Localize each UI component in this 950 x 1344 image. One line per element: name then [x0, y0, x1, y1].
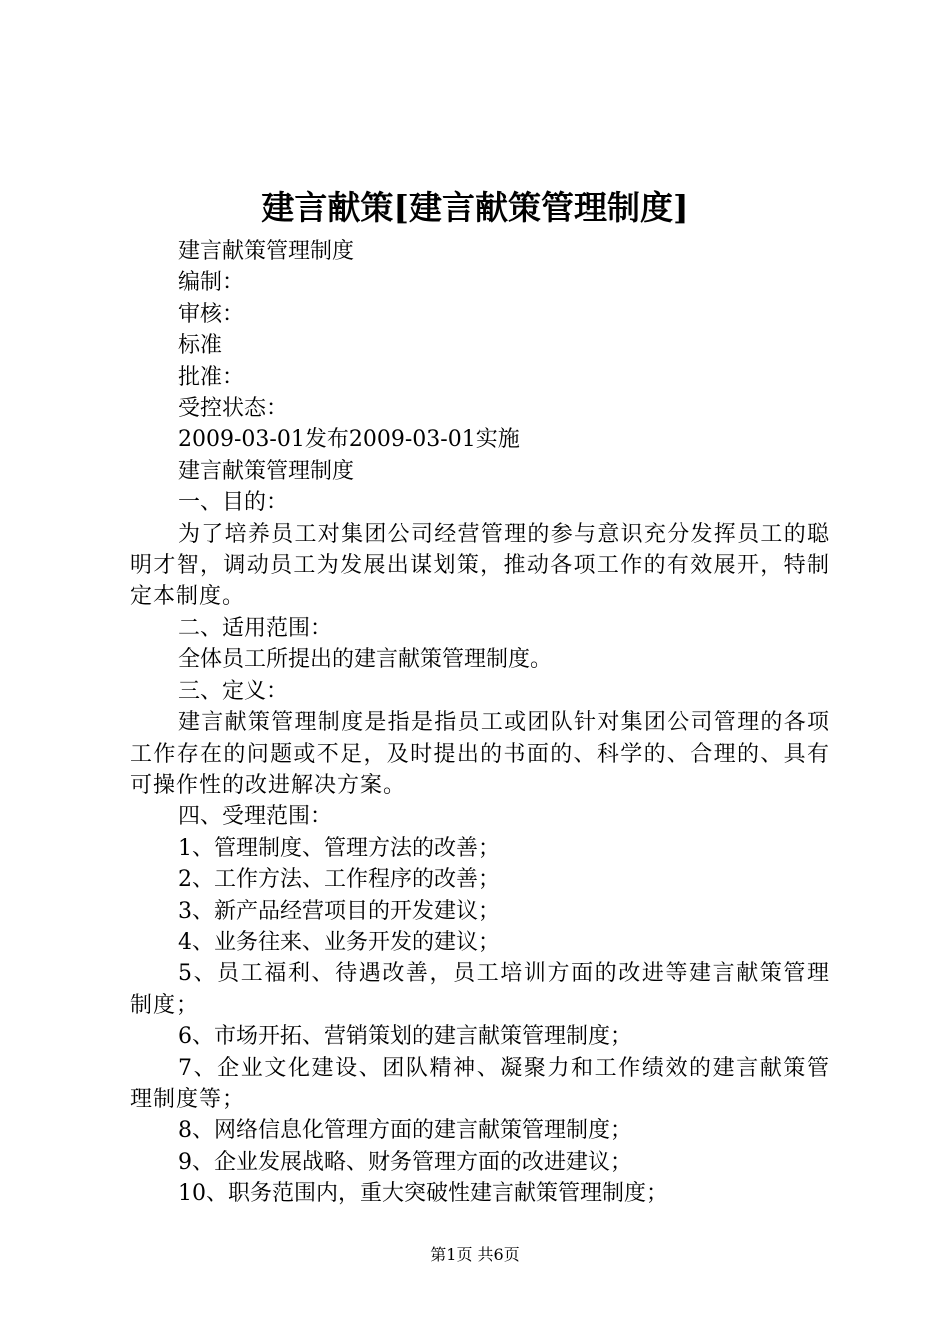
control-status-label: 受控状态：: [178, 396, 289, 422]
list-item: 4、业务往来、业务开发的建议；: [178, 929, 500, 955]
doc-name: 建言献策管理制度: [178, 458, 355, 484]
section-heading-scope: 二、适用范围：: [178, 615, 333, 641]
standard-label: 标准: [178, 333, 223, 359]
definition-paragraph: 建言献策管理制度是指是指员工或团队针对集团公司管理的各项工作存在的问题或不足，及时提出的书面的、科学的、合理的、具有可操作性的改进解决方案。: [130, 710, 830, 798]
compiled-by-label: 编制：: [178, 270, 245, 296]
list-item: 6、市场开拓、营销策划的建言献策管理制度；: [178, 1024, 632, 1050]
document-body: [130, 236, 830, 1210]
purpose-paragraph: 为了培养员工对集团公司经营管理的参与意识充分发挥员工的聪明才智，调动员工为发展出谋划策，推动各项工作的有效展开，特制定本制度。: [130, 521, 830, 610]
section-heading-purpose: 一、目的：: [178, 490, 289, 516]
section-heading-definition: 三、定义：: [178, 678, 289, 704]
list-item: 9、企业发展战略、财务管理方面的改进建议；: [178, 1149, 632, 1175]
document-title: 建言献策[建言献策管理制度]: [261, 188, 689, 227]
list-item: 8、网络信息化管理方面的建言献策管理制度；: [178, 1118, 632, 1144]
reviewed-by-label: 审核：: [178, 301, 245, 327]
list-item: 1、管理制度、管理方法的改善；: [178, 835, 500, 861]
list-item: 5、员工福利、待遇改善，员工培训方面的改进等建言献策管理制度；: [130, 961, 830, 1018]
section-heading-accept-scope: 四、受理范围：: [178, 804, 333, 830]
page-number: 第1页 共6页: [430, 1245, 520, 1264]
list-item: 7、企业文化建设、团队精神、凝聚力和工作绩效的建言献策管理制度等；: [130, 1055, 830, 1112]
list-item: 3、新产品经营项目的开发建议；: [178, 898, 500, 924]
list-item: 2、工作方法、工作程序的改善；: [178, 867, 500, 893]
doc-subtitle: 建言献策管理制度: [178, 239, 355, 264]
release-dates: 2009-03-01发布2009-03-01实施: [178, 427, 520, 453]
scope-paragraph: 全体员工所提出的建言献策管理制度。: [178, 647, 553, 673]
list-item: 10、职务范围内，重大突破性建言献策管理制度；: [178, 1181, 668, 1207]
approved-by-label: 批准：: [178, 364, 245, 390]
